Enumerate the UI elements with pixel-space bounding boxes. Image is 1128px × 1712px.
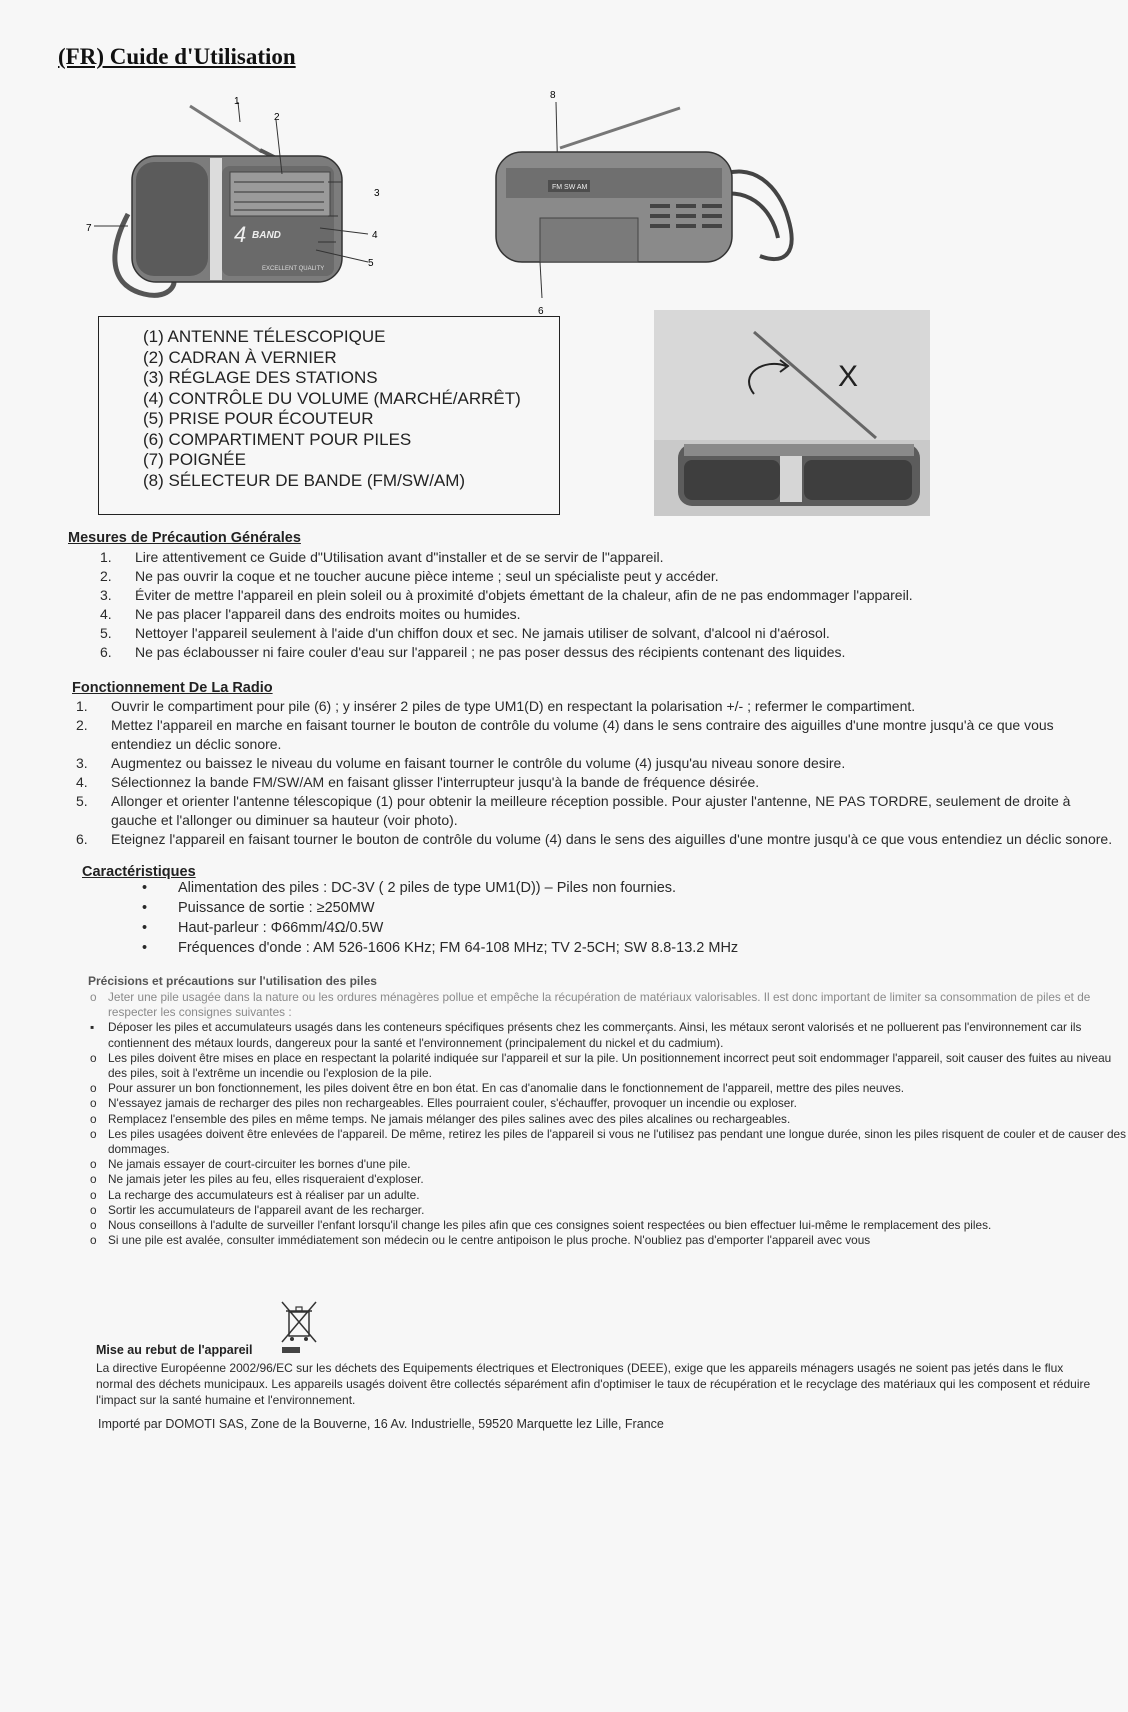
part-item: (4) CONTRÔLE DU VOLUME (MARCHÉ/ARRÊT) <box>143 388 521 408</box>
list-item: • Alimentation des piles : DC-3V ( 2 piles de type UM1(D)) – Piles non fournies. <box>142 880 677 896</box>
list-item: o Si une pile est avalée, consulter immédiatement son médecin ou le centre antipoison le plus proche. N'oubliez pas d'emporter l'appareil avec vous <box>90 1233 871 1248</box>
importer-text: Importé par DOMOTI SAS, Zone de la Bouverne, 16 Av. Industrielle, 59520 Marquette lez Lille, France <box>98 1417 664 1431</box>
label-5: 5 <box>368 258 374 269</box>
rotation-mark: X <box>838 360 859 393</box>
list-item: o Les piles usagées doivent être enlevées de l'appareil. De même, retirez les piles de l'appareil si vous ne l'utilisez pas pendant une longue durée, sinon les piles risquent de couler et de causer des dommages. <box>90 1126 1126 1157</box>
list-item: 2. Ne pas ouvrir la coque et ne toucher aucune pièce inteme ; seul un spécialiste peut y accéder. <box>100 568 719 584</box>
list-item: o Jeter une pile usagée dans la nature ou les ordures ménagères pollue et empêche la récupération de matériaux valorisables. Il est donc important de limiter sa consommation de piles et de respecter les consignes suivantes : <box>90 990 1091 1020</box>
band-selector-text: FM SW AM <box>552 184 588 191</box>
radio-front-figure <box>84 94 390 304</box>
part-item: (3) RÉGLAGE DES STATIONS <box>143 368 378 387</box>
part-item: (2) CADRAN À VERNIER <box>143 347 337 367</box>
list-item: • Fréquences d'onde : AM 526-1606 KHz; FM 64-108 MHz; TV 2-5CH; SW 8.8-13.2 MHz <box>142 940 739 956</box>
page-title: (FR) Cuide d'Utilisation <box>58 44 296 69</box>
list-item: 6. Eteignez l'appareil en faisant tourner le bouton de contrôle du volume (4) dans le sens des aiguilles d'une montre jusqu'à ce que vous entendiez un déclic sonore. <box>76 831 1113 847</box>
list-item: o Remplacez l'ensemble des piles en même temps. Ne jamais mélanger des piles salines avec des piles alcalines ou rechargeables. <box>90 1111 791 1126</box>
list-item: o Nous conseillons à l'adulte de surveiller l'enfant lorsqu'il change les piles afin que ces consignes soient respectées ou bien effectuer lui-même le remplacement des piles. <box>90 1218 992 1233</box>
list-item: 1. Lire attentivement ce Guide d"Utilisation avant d"installer et de se servir de l"appareil. <box>100 549 664 565</box>
label-1: 1 <box>234 96 240 107</box>
crossed-bin-icon <box>278 1300 320 1344</box>
label-7: 7 <box>86 223 92 234</box>
bin-underline <box>282 1347 300 1353</box>
list-item: 4. Sélectionnez la bande FM/SW/AM en faisant glisser l'interrupteur jusqu'à la bande de fréquence désirée. <box>76 774 760 790</box>
list-item: o Sortir les accumulateurs de l'appareil avant de les recharger. <box>90 1202 425 1217</box>
label-6: 6 <box>538 306 544 317</box>
part-item: (5) PRISE POUR ÉCOUTEUR <box>143 409 374 428</box>
operation-heading: Fonctionnement De La Radio <box>72 680 273 696</box>
list-item: 2. Mettez l'appareil en marche en faisant tourner le bouton de contrôle du volume (4) dans le sens contraire des aiguilles d'une montre jusqu'à ce que vous entendiez un déclic sonore. <box>76 717 1054 752</box>
list-item: ▪ Déposer les piles et accumulateurs usagés dans les conteneurs spécifiques présents chez les commerçants. Ainsi, les métaux seront valorisés et ne polluerent pas l'environnement car ils contiennent des métaux lourds, dangereux pour la santé et l'environnement (principalement du nickel et du cadmium). <box>90 1020 1082 1050</box>
list-item: • Haut-parleur : Φ66mm/4Ω/0.5W <box>142 920 384 936</box>
specs-heading: Caractéristiques <box>82 864 196 880</box>
band-number-text: 4 <box>234 222 247 247</box>
list-item: o La recharge des accumulateurs est à réaliser par un adulte. <box>90 1187 420 1202</box>
list-item: 3. Éviter de mettre l'appareil en plein soleil ou à proximité d'objets émettant de la chaleur, afin de ne pas endommager l'appareil. <box>100 587 913 603</box>
part-item: (7) POIGNÉE <box>143 450 246 469</box>
list-item: 1. Ouvrir le compartiment pour pile (6) ; y insérer 2 piles de type UM1(D) en respectant la polarisation +/- ; refermer le compartiment. <box>76 698 916 714</box>
label-8: 8 <box>550 90 556 101</box>
battery-heading: Précisions et précautions sur l'utilisation des piles <box>88 974 377 988</box>
band-word-text: BAND <box>252 230 281 241</box>
specs-list <box>142 878 1042 958</box>
disposal-text: La directive Européenne 2002/96/EC sur les déchets des Equipements électriques et Electroniques (DEEE), exige que les appareils ménagers usagés ne soient pas jetés dans le flux normal des déchets municipaux. Les appareils usagés doivent être collectés séparément afin d'optimiser le taux de récupération et le recyclage des matériaux qui les composent et réduire l'impact sur la santé humaine et l'environnement. <box>96 1361 1091 1407</box>
part-item: (8) SÉLECTEUR DE BANDE (FM/SW/AM) <box>143 470 466 490</box>
list-item: o Ne jamais jeter les piles au feu, elles risqueraient d'exploser. <box>90 1172 424 1187</box>
radio-back-figure <box>490 88 820 320</box>
parts-legend-box <box>98 316 560 515</box>
list-item: o Ne jamais essayer de court-circuiter les bornes d'une pile. <box>90 1157 411 1172</box>
list-item: 4. Ne pas placer l'appareil dans des endroits moites ou humides. <box>100 606 521 622</box>
part-item: (6) COMPARTIMENT POUR PILES <box>143 429 412 449</box>
list-item: o Les piles doivent être mises en place en respectant la polarité indiquée sur l'appareil et sur la pile. Un positionnement incorrect peut soit endommager l'appareil, soit causer des fuites au niveau des piles, soit à l'extrême un incendie ou l'explosion de la pile. <box>90 1050 1112 1081</box>
part-item: (1) ANTENNE TÉLESCOPIQUE <box>143 327 386 346</box>
label-4: 4 <box>372 230 378 241</box>
list-item: 5. Nettoyer l'appareil seulement à l'aide d'un chiffon doux et sec. Ne jamais utiliser de solvant, d'alcool ni d'aérosol. <box>100 625 830 641</box>
list-item: o Pour assurer un bon fonctionnement, les piles doivent être en bon état. En cas d'anomalie dans le fonctionnement de l'appareil, mettre des piles neuves. <box>90 1081 905 1096</box>
precautions-heading: Mesures de Précaution Générales <box>68 530 301 546</box>
list-item: o N'essayez jamais de recharger des piles non rechargeables. Elles pourraient couler, s'échauffer, provoquer un incendie ou exploser. <box>90 1096 797 1111</box>
label-2: 2 <box>274 112 280 123</box>
quality-text: EXCELLENT QUALITY <box>262 266 325 272</box>
battery-list <box>88 990 1128 1248</box>
list-item: 3. Augmentez ou baissez le niveau du volume en faisant tourner le contrôle du volume (4) jusqu'au niveau sonore desire. <box>76 755 846 771</box>
precautions-list <box>100 548 1060 662</box>
list-item: • Puissance de sortie : ≥250MW <box>142 900 375 916</box>
list-item: 5. Allonger et orienter l'antenne télescopique (1) pour obtenir la meilleure réception possible. Pour ajuster l'antenne, NE PAS TORDRE, seulement de droite à gauche et l'allonger ou diminuer sa hauteur (voir photo). <box>76 793 1071 828</box>
disposal-heading: Mise au rebut de l'appareil <box>96 1343 253 1357</box>
antenna-photo <box>654 310 930 516</box>
list-item: 6. Ne pas éclabousser ni faire couler d'eau sur l'appareil ; ne pas poser dessus des récipients contenant des liquides. <box>100 644 846 660</box>
label-3: 3 <box>374 188 380 199</box>
operation-list <box>76 697 1116 849</box>
